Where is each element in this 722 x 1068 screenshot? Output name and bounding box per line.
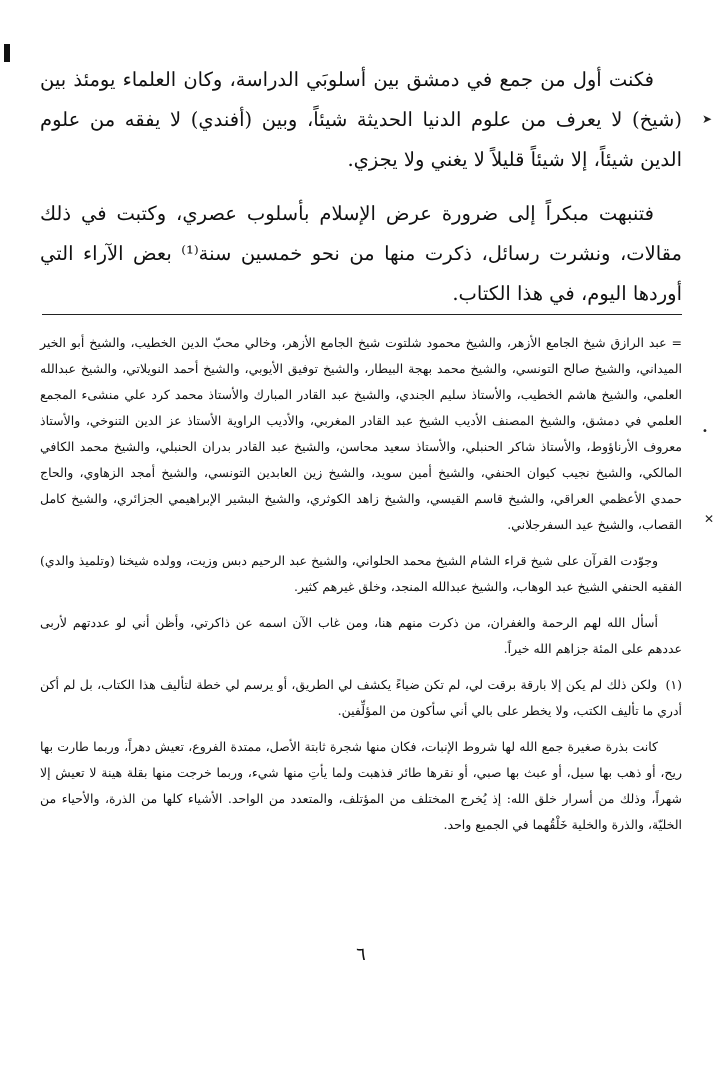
margin-marker-icon: ✕ [704, 512, 715, 526]
footnote-1 [40, 672, 682, 724]
footnotes [40, 330, 682, 848]
main-paragraph-2: فتنبهت مبكراً إلى ضرورة عرض الإسلام بأسلوب عصري، وكتبت في ذلك مقالات، ونشرت رسائل، ذكرت منها من نحو خمسين سنة⁽¹⁾ بعض الآراء التي أوردها اليوم، في هذا الكتاب. [40, 202, 682, 305]
footnote-separator [42, 314, 682, 315]
page-number: ٦ [356, 944, 366, 965]
margin-arrow-icon: ➤ [702, 112, 713, 126]
margin-dot-icon: • [702, 426, 708, 437]
footnote-continuation: = عبد الرازق شيخ الجامع الأزهر، والشيخ محمود شلتوت شيخ الجامع الأزهر، وخالي محبّ الدين الخطيب، والشيخ أبو الخير الميداني، والشيخ صالح التونسي، والشيخ محمد بهجة البيطار، والشيخ توفيق الأيوبي، والشيخ أحمد النويلاتي، والشيخ عبدالله العلمي، والشيخ هاشم الخطيب، والأستاذ سليم الجندي، والشيخ عبد القادر المبارك والأستاذ محمد كرد علي منشىء المجمع العلمي في دمشق، والشيخ المصنف الأديب الشيخ عبد القادر المغربي، والأديب الراوية الأستاذ عز الدين التنوخي، والأستاذ معروف الأرناؤوط، والأستاذ شاكر الحنبلي، والأستاذ سعيد محاسن، والشيخ عبد القادر بدران الحنبلي، والشيخ محمد الكافي المالكي، والشيخ نجيب كيوان الحنفي، والشيخ أمين سويد، والشيخ زين العابدين التونسي، والشيخ أمجد الزهاوي، والحاج حمدي الأعظمي العراقي، والشيخ قاسم القيسي، والشيخ زاهد الكوثري، والشيخ البشير الإبراهيمي الجزائري، والشيخ كامل القصاب، والشيخ عيد السفرجلاني. [40, 335, 682, 532]
book-page [40, 0, 682, 1068]
footnote-1-text: ولكن ذلك لم يكن إلا بارقة برقت لي، لم تكن ضياءً يكشف لي الطريق، أو يرسم لي خطة لتأليف هذا الكتاب، بل لم أكن أدري ما تأليف الكتب، ولا يخطر على بالي أني سأكون من المؤلِّفين. [40, 677, 682, 718]
margin-mark-top [4, 44, 10, 62]
footnote-prayer: أسأل الله لهم الرحمة والغفران، من ذكرت منهم هنا، ومن غاب الآن اسمه عن ذاكرتي، وأظن أني لو عددتهم لأربى عددهم على المئة جزاهم الله خيراً. [40, 615, 682, 656]
main-text [40, 60, 682, 328]
footnote-seed: كانت بذرة صغيرة جمع الله لها شروط الإنبات، فكان منها شجرة ثابتة الأصل، ممتدة الفروع، تعيش دهراً، وربما طارت بها ريح، أو ذهب بها سيل، أو عبث بها صبي، أو نقرها طائر فذهبت ولما يأتِ منها شيء، وربما خرجت منها بقلة هينة لا تعيش إلا شهراً، وذلك من أسرار خلق الله: إذ يُخرج المختلف من المؤتلف، والمتعدد من الواحد. الأشياء كلها من الذرة، والأحياء من الخليّة، والذرة والخلية خَلْقُهما في الجميع واحد. [40, 739, 682, 832]
footnote-recitation: وجوّدت القرآن على شيخ قراء الشام الشيخ محمد الحلواني، والشيخ عبد الرحيم دبس وزيت، وولده شيخنا (وتلميذ والدي) الفقيه الحنفي الشيخ عبد الوهاب، والشيخ عبدالله المنجد، وخلق غيرهم كثير. [40, 553, 682, 594]
main-paragraph-1: فكنت أول من جمع في دمشق بين أسلوبَي الدراسة، وكان العلماء يومئذ بين (شيخ) لا يعرف من علوم الدنيا الحديثة شيئاً، وبين (أفندي) لا يفقه من علوم الدين شيئاً، إلا شيئاً قليلاً لا يغني ولا يجزي. [40, 68, 682, 171]
footnote-1-number: (١) [665, 677, 682, 692]
